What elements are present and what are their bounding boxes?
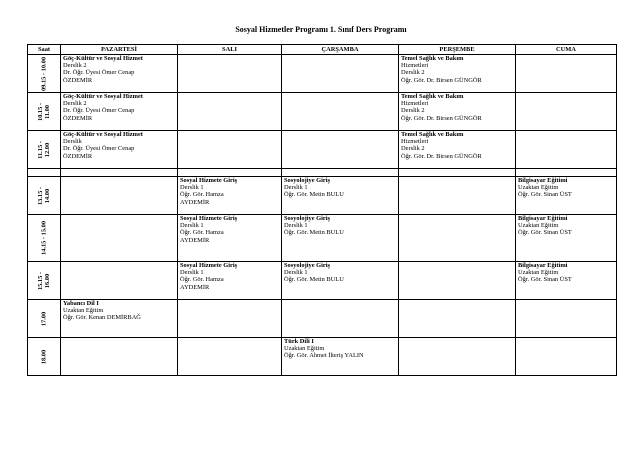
course-cell-monday	[61, 93, 178, 131]
instructor-line: Öğr. Gör. Metin BULU	[284, 229, 344, 237]
course-cell-tuesday	[178, 55, 282, 93]
time-label-line: 16.00	[44, 273, 51, 288]
instructor-line: ÖZDEMİR	[63, 114, 93, 122]
instructor-line: Öğr. Gör. Metin BULU	[284, 276, 344, 284]
course-detail: Derslik 1	[284, 184, 308, 192]
course-detail: Uzaktan Eğitim	[518, 269, 559, 277]
table-row	[28, 338, 617, 376]
header-wednesday: ÇARŞAMBA	[282, 45, 399, 55]
course-cell-wednesday	[282, 262, 399, 300]
schedule-table	[27, 44, 617, 376]
course-detail: Derslik 2	[63, 62, 87, 70]
instructor-line: Öğr. Gör. Sinan ÜST	[518, 229, 572, 237]
course-cell-friday	[516, 338, 617, 376]
course-cell-tuesday	[178, 215, 282, 262]
course-detail: Uzaktan Eğitim	[63, 307, 104, 315]
course-cell-monday	[61, 215, 178, 262]
course-cell-wednesday	[282, 55, 399, 93]
instructor-line: Öğr. Gör. Dr. Birsen GÜNGÖR	[401, 114, 482, 122]
course-cell-wednesday	[282, 338, 399, 376]
course-cell-thursday	[399, 131, 516, 169]
table-row	[28, 262, 617, 300]
header-saat: Saat	[28, 45, 61, 55]
course-cell-tuesday	[178, 177, 282, 215]
course-cell-friday	[516, 55, 617, 93]
course-cell-thursday	[399, 215, 516, 262]
course-detail: Öğr. Gör. Hamza	[180, 191, 224, 199]
course-name: Bilgisayar Eğitimi	[518, 262, 568, 269]
course-cell-friday	[516, 93, 617, 131]
course-detail: Derslik 2	[63, 100, 87, 108]
time-label	[41, 56, 48, 90]
course-cell-tuesday	[178, 131, 282, 169]
instructor-line: Öğr. Gör. Sinan ÜST	[518, 276, 572, 284]
time-cell	[28, 338, 61, 376]
course-name: Sosyal Hizmete Giriş	[180, 215, 238, 222]
header-thursday: PERŞEMBE	[399, 45, 516, 55]
instructor-line: Öğr. Gör. Dr. Birsen GÜNGÖR	[401, 76, 482, 84]
course-cell-friday	[516, 262, 617, 300]
table-row	[28, 215, 617, 262]
course-detail: Derslik 2	[401, 69, 425, 77]
time-cell	[28, 215, 61, 262]
empty-cell	[399, 169, 516, 177]
course-name: Bilgisayar Eğitimi	[518, 177, 568, 184]
instructor-line: Öğr. Gör. Metin BULU	[284, 191, 344, 199]
course-detail: Öğr. Gör. Hamza	[180, 229, 224, 237]
course-detail: Derslik 1	[180, 184, 204, 192]
time-label-line: 13.15 -	[37, 186, 44, 205]
course-cell-thursday	[399, 338, 516, 376]
time-cell	[28, 131, 61, 169]
course-detail: Derslik 1	[284, 222, 308, 230]
course-name: Sosyal Hizmete Giriş	[180, 262, 238, 269]
empty-cell	[282, 169, 399, 177]
table-row	[28, 55, 617, 93]
empty-cell	[516, 169, 617, 177]
instructor-line: Öğr. Gör. Dr. Birsen GÜNGÖR	[401, 152, 482, 160]
course-cell-thursday	[399, 93, 516, 131]
time-label-line: 14.15 - 15.00	[40, 220, 48, 256]
course-name: Sosyolojiye Giriş	[284, 177, 330, 184]
course-cell-wednesday	[282, 215, 399, 262]
page-title: Sosyal Hizmetler Programı 1. Sınıf Ders Programı	[235, 25, 407, 34]
course-cell-wednesday	[282, 93, 399, 131]
course-cell-monday	[61, 262, 178, 300]
course-detail: Hizmetleri	[401, 100, 429, 108]
course-detail: Derslik 1	[180, 269, 204, 277]
empty-cell	[28, 169, 61, 177]
table-row	[28, 131, 617, 169]
time-label-line: 14.00	[44, 188, 51, 203]
course-name: Sosyolojiye Giriş	[284, 215, 330, 222]
course-cell-tuesday	[178, 338, 282, 376]
course-detail: Derslik 1	[284, 269, 308, 277]
course-detail: Dr. Öğr. Üyesi Ömer Cenap	[63, 107, 135, 115]
course-cell-thursday	[399, 262, 516, 300]
course-detail: Dr. Öğr. Üyesi Ömer Cenap	[63, 69, 135, 77]
time-cell	[28, 262, 61, 300]
course-cell-thursday	[399, 55, 516, 93]
time-cell	[28, 300, 61, 338]
time-cell	[28, 177, 61, 215]
time-label	[41, 311, 48, 325]
course-detail: Derslik 2	[401, 145, 425, 153]
course-detail: Hizmetleri	[401, 62, 429, 70]
instructor-line: AYDEMİR	[180, 283, 210, 291]
time-label-line: 11.00	[44, 104, 51, 119]
table-row	[28, 93, 617, 131]
course-name: Göç-Kültür ve Sosyal Hizmet	[63, 131, 143, 138]
course-cell-wednesday	[282, 131, 399, 169]
instructor-line: Öğr. Gör. Sinan ÜST	[518, 191, 572, 199]
course-cell-wednesday	[282, 177, 399, 215]
time-label	[37, 186, 51, 204]
course-cell-tuesday	[178, 300, 282, 338]
course-cell-monday	[61, 300, 178, 338]
time-label-line: 12.00	[44, 142, 51, 157]
course-name: Sosyolojiye Giriş	[284, 262, 330, 269]
course-detail: Uzaktan Eğitim	[518, 184, 559, 192]
time-label-line: 11.15 -	[37, 140, 44, 159]
course-name: Göç-Kültür ve Sosyal Hizmet	[63, 93, 143, 100]
empty-cell	[178, 169, 282, 177]
course-detail: Uzaktan Eğitim	[518, 222, 559, 230]
course-cell-wednesday	[282, 300, 399, 338]
course-name: Türk Dili I	[284, 338, 314, 345]
break-row	[28, 169, 617, 177]
course-cell-thursday	[399, 300, 516, 338]
time-label	[37, 271, 51, 289]
instructor-line: ÖZDEMİR	[63, 152, 93, 160]
course-name: Temel Sağlık ve Bakım	[401, 131, 464, 138]
time-label-line: 17.00	[40, 311, 48, 326]
course-cell-friday	[516, 131, 617, 169]
header-tuesday: SALI	[178, 45, 282, 55]
course-detail: Dr. Öğr. Üyesi Ömer Cenap	[63, 145, 135, 153]
course-detail: Derslik 2	[401, 107, 425, 115]
header-row	[28, 45, 617, 55]
course-name: Yabancı Dil I	[63, 300, 99, 307]
time-label	[37, 102, 51, 120]
instructor-line: Öğr. Gör. Kenan DEMİRBAĞ	[63, 314, 141, 322]
course-name: Sosyal Hizmete Giriş	[180, 177, 238, 184]
time-label	[41, 349, 48, 363]
course-detail: Hizmetleri	[401, 138, 429, 146]
time-cell	[28, 93, 61, 131]
course-name: Temel Sağlık ve Bakım	[401, 93, 464, 100]
course-name: Temel Sağlık ve Bakım	[401, 55, 464, 62]
table-row	[28, 300, 617, 338]
course-detail: Derslik	[63, 138, 82, 146]
course-cell-monday	[61, 338, 178, 376]
empty-cell	[61, 169, 178, 177]
instructor-line: AYDEMİR	[180, 198, 210, 206]
time-label	[37, 141, 51, 159]
time-label-line: 15.15 -	[37, 271, 44, 290]
time-label-line: 09.15 - 10.00	[40, 56, 48, 91]
time-cell	[28, 55, 61, 93]
course-cell-friday	[516, 215, 617, 262]
time-label-line: 18.00	[40, 349, 48, 364]
course-name: Göç-Kültür ve Sosyal Hizmet	[63, 55, 143, 62]
instructor-line: AYDEMİR	[180, 236, 210, 244]
course-detail: Öğr. Gör. Hamza	[180, 276, 224, 284]
course-cell-friday	[516, 300, 617, 338]
header-monday: PAZARTESİ	[61, 45, 178, 55]
time-label-line: 10.15 -	[37, 102, 44, 121]
course-cell-tuesday	[178, 93, 282, 131]
course-detail: Uzaktan Eğitim	[284, 345, 325, 353]
header-friday: CUMA	[516, 45, 617, 55]
table-row	[28, 177, 617, 215]
time-label	[41, 221, 48, 255]
course-cell-monday	[61, 131, 178, 169]
course-detail: Derslik 1	[180, 222, 204, 230]
instructor-line: ÖZDEMİR	[63, 76, 93, 84]
course-cell-tuesday	[178, 262, 282, 300]
course-name: Bilgisayar Eğitimi	[518, 215, 568, 222]
course-cell-monday	[61, 177, 178, 215]
course-cell-friday	[516, 177, 617, 215]
instructor-line: Öğr. Gör. Ahmet İlteriş YALIN	[284, 352, 364, 360]
course-cell-thursday	[399, 177, 516, 215]
course-cell-monday	[61, 55, 178, 93]
